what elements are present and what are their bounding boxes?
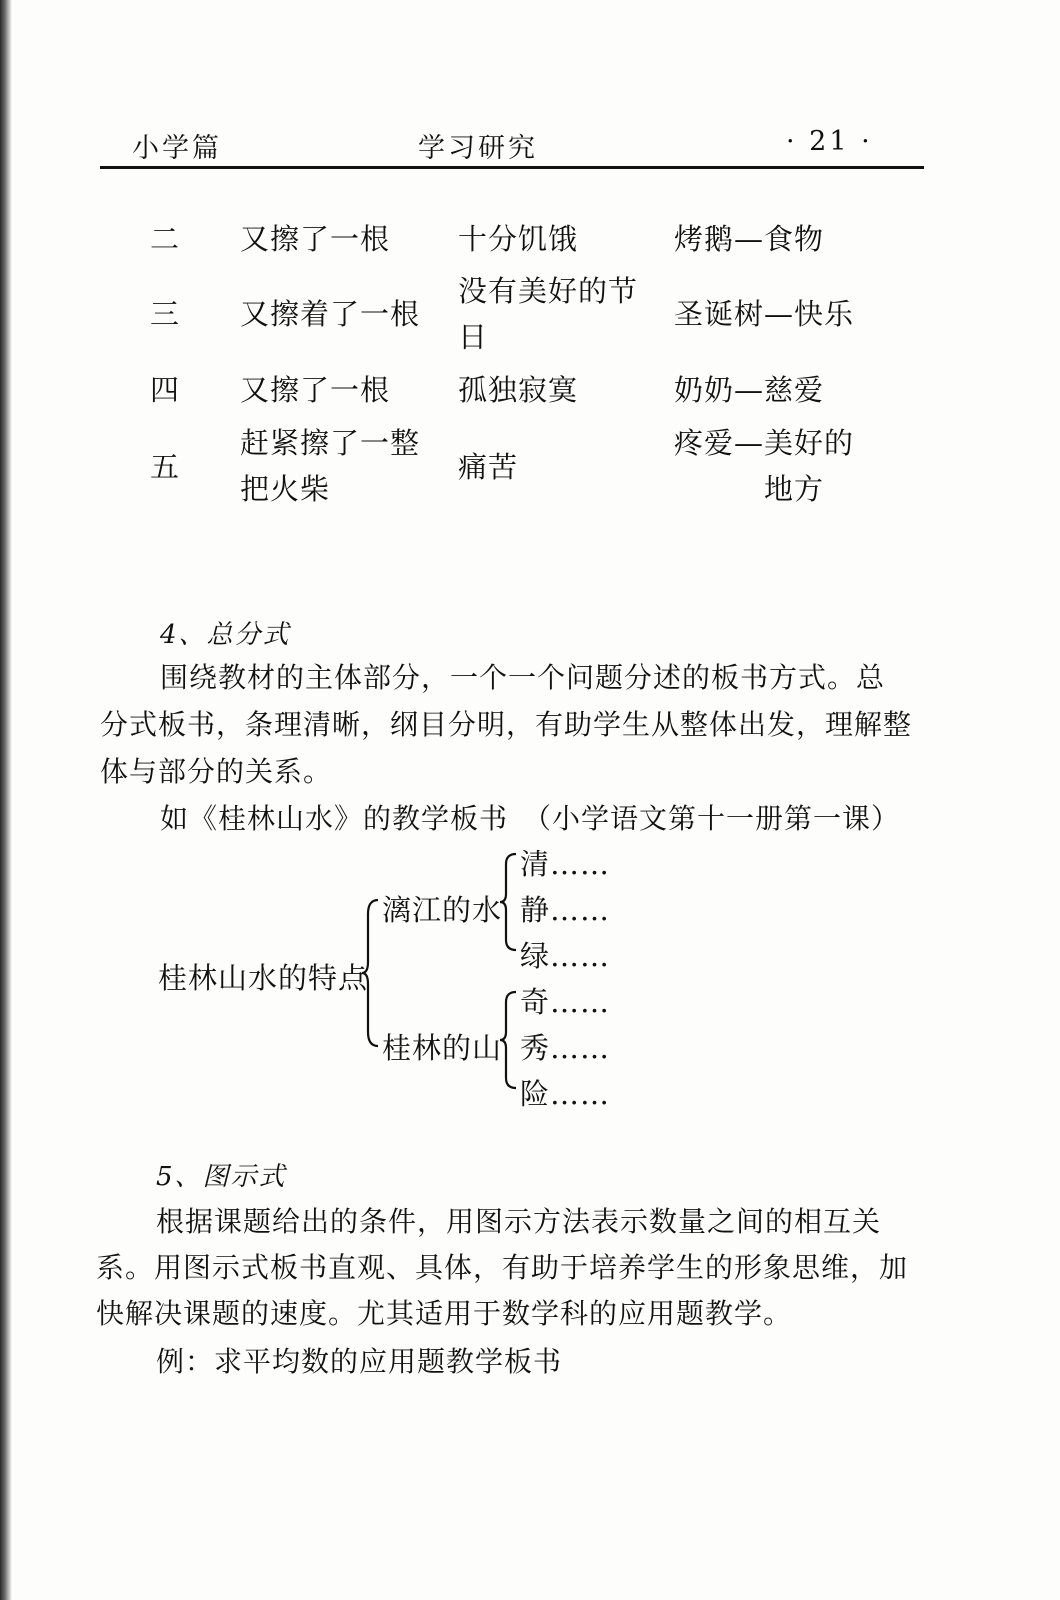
section-5-title: 5、图示式	[156, 1162, 287, 1192]
row-action: 又擦了一根	[240, 373, 391, 407]
row-action-line2: 把火柴	[240, 472, 331, 506]
water-item: 清……	[520, 847, 611, 881]
row-feeling: 孤独寂寞	[458, 373, 579, 407]
page-number: · 21 ·	[786, 126, 873, 157]
row-feeling-line1: 没有美好的节	[458, 274, 639, 308]
row-vision: 烤鹅—食物	[674, 222, 825, 256]
section-5-para-line: 根据课题给出的条件，用图示方法表示数量之间的相互关	[156, 1205, 882, 1238]
section-4-para-line: 围绕教材的主体部分，一个一个问题分述的板书方式。总	[160, 661, 886, 694]
row-feeling: 痛苦	[458, 450, 519, 484]
branch-mountain-label: 桂林的山	[382, 1031, 503, 1065]
row-action-line1: 赶紧擦了一整	[240, 426, 421, 460]
water-brace	[498, 852, 520, 952]
section-4-example: 如《桂林山水》的教学板书 （小学语文第十一册第一课）	[160, 802, 901, 835]
row-number: 四	[150, 373, 181, 407]
tree-root-label: 桂林山水的特点	[158, 961, 369, 995]
row-vision: 圣诞树—快乐	[674, 297, 855, 331]
row-vision-line2: 地方	[764, 472, 825, 506]
row-number: 三	[150, 297, 181, 331]
row-number: 五	[150, 450, 181, 484]
scan-binding-edge	[0, 0, 12, 1600]
header-rule	[100, 166, 924, 169]
root-brace	[360, 898, 382, 1048]
branch-water-label: 漓江的水	[382, 893, 503, 927]
header-section-name: 小学篇	[132, 133, 222, 164]
section-4-para-line: 体与部分的关系。	[100, 755, 333, 788]
row-feeling: 十分饥饿	[458, 222, 579, 256]
header-book-title: 学习研究	[418, 133, 538, 164]
row-number: 二	[150, 222, 181, 256]
row-action: 又擦了一根	[240, 222, 391, 256]
section-5-para-line: 系。用图示式板书直观、具体，有助于培养学生的形象思维，加	[96, 1251, 909, 1284]
water-item: 绿……	[520, 939, 611, 973]
mountain-brace	[498, 990, 520, 1090]
mountain-item: 秀……	[520, 1031, 611, 1065]
row-action: 又擦着了一根	[240, 297, 421, 331]
mountain-item: 险……	[520, 1077, 611, 1111]
section-4-para-line: 分式板书，条理清晰，纲目分明，有助学生从整体出发，理解整	[100, 708, 913, 741]
mountain-item: 奇……	[520, 985, 611, 1019]
row-vision-line1: 疼爱—美好的	[674, 426, 855, 460]
water-item: 静……	[520, 893, 611, 927]
row-feeling-line2: 日	[458, 320, 489, 354]
section-4-title: 4、总分式	[160, 620, 291, 650]
section-5-para-line: 快解决课题的速度。尤其适用于数学科的应用题教学。	[96, 1297, 793, 1330]
section-5-example: 例：求平均数的应用题教学板书	[156, 1345, 563, 1378]
row-vision: 奶奶—慈爱	[674, 373, 825, 407]
